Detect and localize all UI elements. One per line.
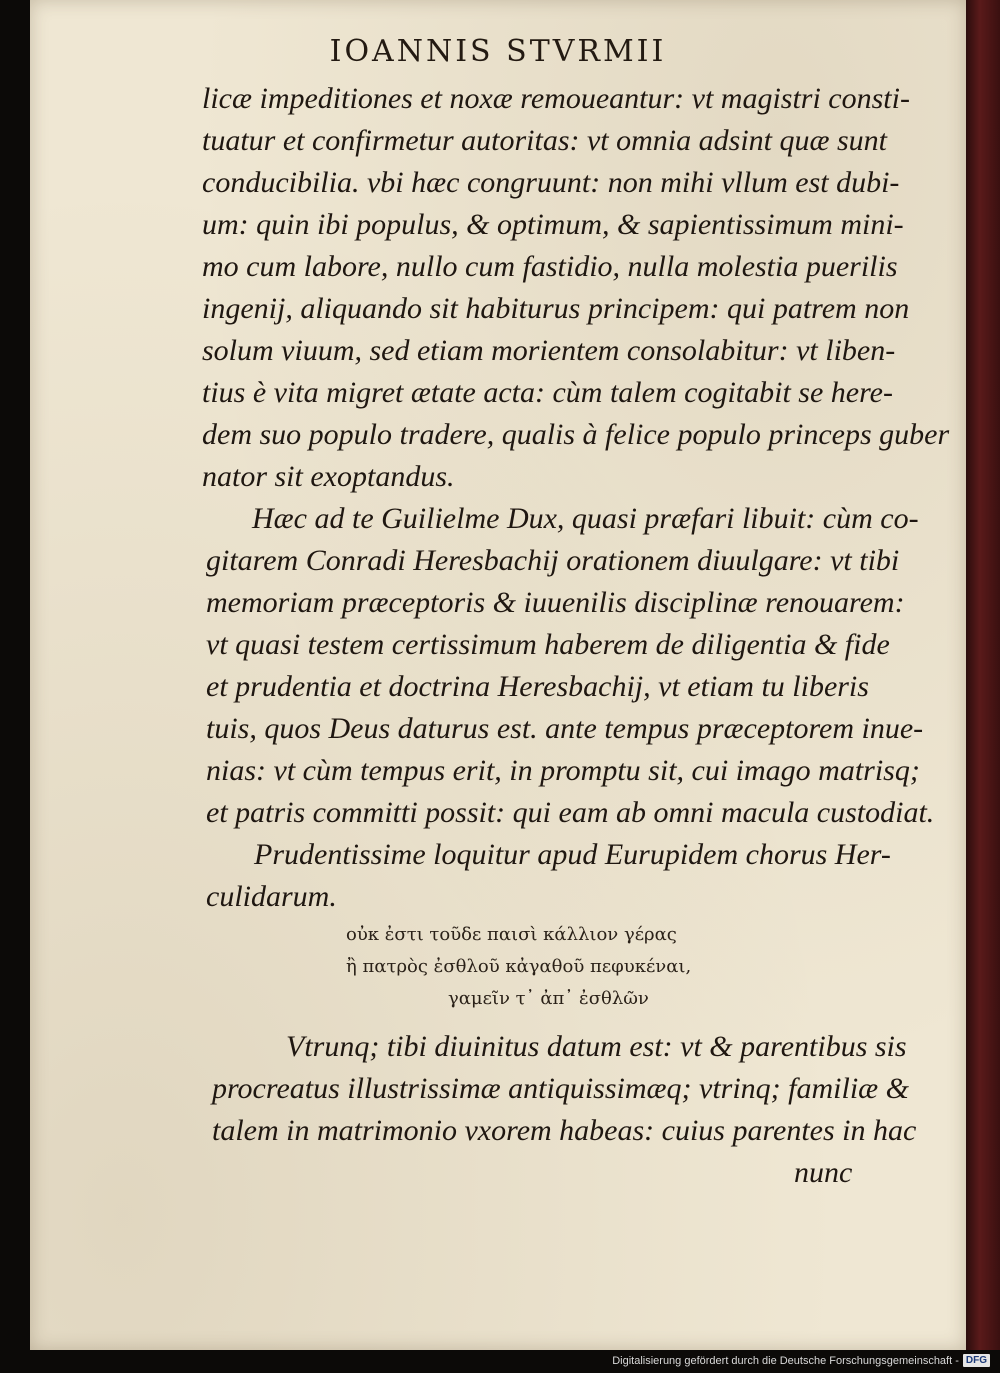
catchword: nunc	[794, 1156, 853, 1189]
text-line-12: gitarem Conradi Heresbachij orationem diuulgare: vt tibi	[206, 544, 900, 577]
funding-note: Digitalisierung gefördert durch die Deutsche Forschungsgemeinschaft -	[612, 1354, 959, 1367]
text-line-6: ingenij, aliquando sit habiturus principem: qui patrem non	[202, 292, 910, 325]
greek-quote-line-3: γαμεῖν τ᾽ ἀπ᾽ ἐσθλῶν	[448, 988, 649, 1009]
text-line-23: talem in matrimonio vxorem habeas: cuius parentes in hac	[212, 1114, 917, 1147]
book-spine-edge	[966, 0, 1000, 1350]
greek-quote-line-2: ἢ πατρὸς ἐσθλοῦ κἀγαθοῦ πεφυκέναι,	[346, 956, 692, 977]
dfg-logo-icon: DFG	[963, 1354, 990, 1367]
text-line-9: dem suo populo tradere, qualis à felice populo princeps guber	[202, 418, 950, 451]
text-line-7: solum viuum, sed etiam morientem consolabitur: vt liben-	[202, 334, 896, 367]
text-line-18: et patris committi possit: qui eam ab omni macula custodiat.	[206, 796, 935, 829]
text-line-22: procreatus illustrissimæ antiquissimæq; vtrinq; familiæ &	[212, 1072, 910, 1105]
book-page	[30, 0, 966, 1350]
text-line-17: nias: vt cùm tempus erit, in promptu sit, cui imago matrisq;	[206, 754, 920, 787]
text-line-13: memoriam præceptoris & iuuenilis disciplinæ renouarem:	[206, 586, 905, 619]
text-line-8: tius è vita migret ætate acta: cùm talem cogitabit se here-	[202, 376, 893, 409]
running-head: IOANNIS STVRMII	[329, 34, 667, 69]
text-line-5: mo cum labore, nullo cum fastidio, nulla molestia puerilis	[202, 250, 898, 283]
text-line-4: um: quin ibi populus, & optimum, & sapientissimum mini-	[202, 208, 904, 241]
text-line-2: tuatur et confirmetur autoritas: vt omnia adsint quæ sunt	[202, 124, 888, 157]
text-line-16: tuis, quos Deus daturus est. ante tempus præceptorem inue-	[206, 712, 924, 745]
text-line-19: Prudentissime loquitur apud Eurupidem chorus Her-	[254, 838, 891, 871]
text-line-21: Vtrunq; tibi diuinitus datum est: vt & parentibus sis	[286, 1030, 907, 1063]
text-line-11: Hæc ad te Guilielme Dux, quasi præfari libuit: cùm co-	[252, 502, 919, 535]
text-line-14: vt quasi testem certissimum haberem de diligentia & fide	[206, 628, 890, 661]
text-line-20: culidarum.	[206, 880, 337, 913]
text-line-3: conducibilia. vbi hæc congruunt: non mihi vllum est dubi-	[202, 166, 900, 199]
funding-footer	[612, 1352, 990, 1369]
text-line-10: nator sit exoptandus.	[202, 460, 455, 493]
text-line-1: licæ impeditiones et noxæ remoueantur: vt magistri consti-	[202, 82, 910, 115]
text-line-15: et prudentia et doctrina Heresbachij, vt etiam tu liberis	[206, 670, 869, 703]
greek-quote-line-1: οὐκ ἐστι τοῦδε παισὶ κάλλιον γέρας	[346, 924, 677, 945]
